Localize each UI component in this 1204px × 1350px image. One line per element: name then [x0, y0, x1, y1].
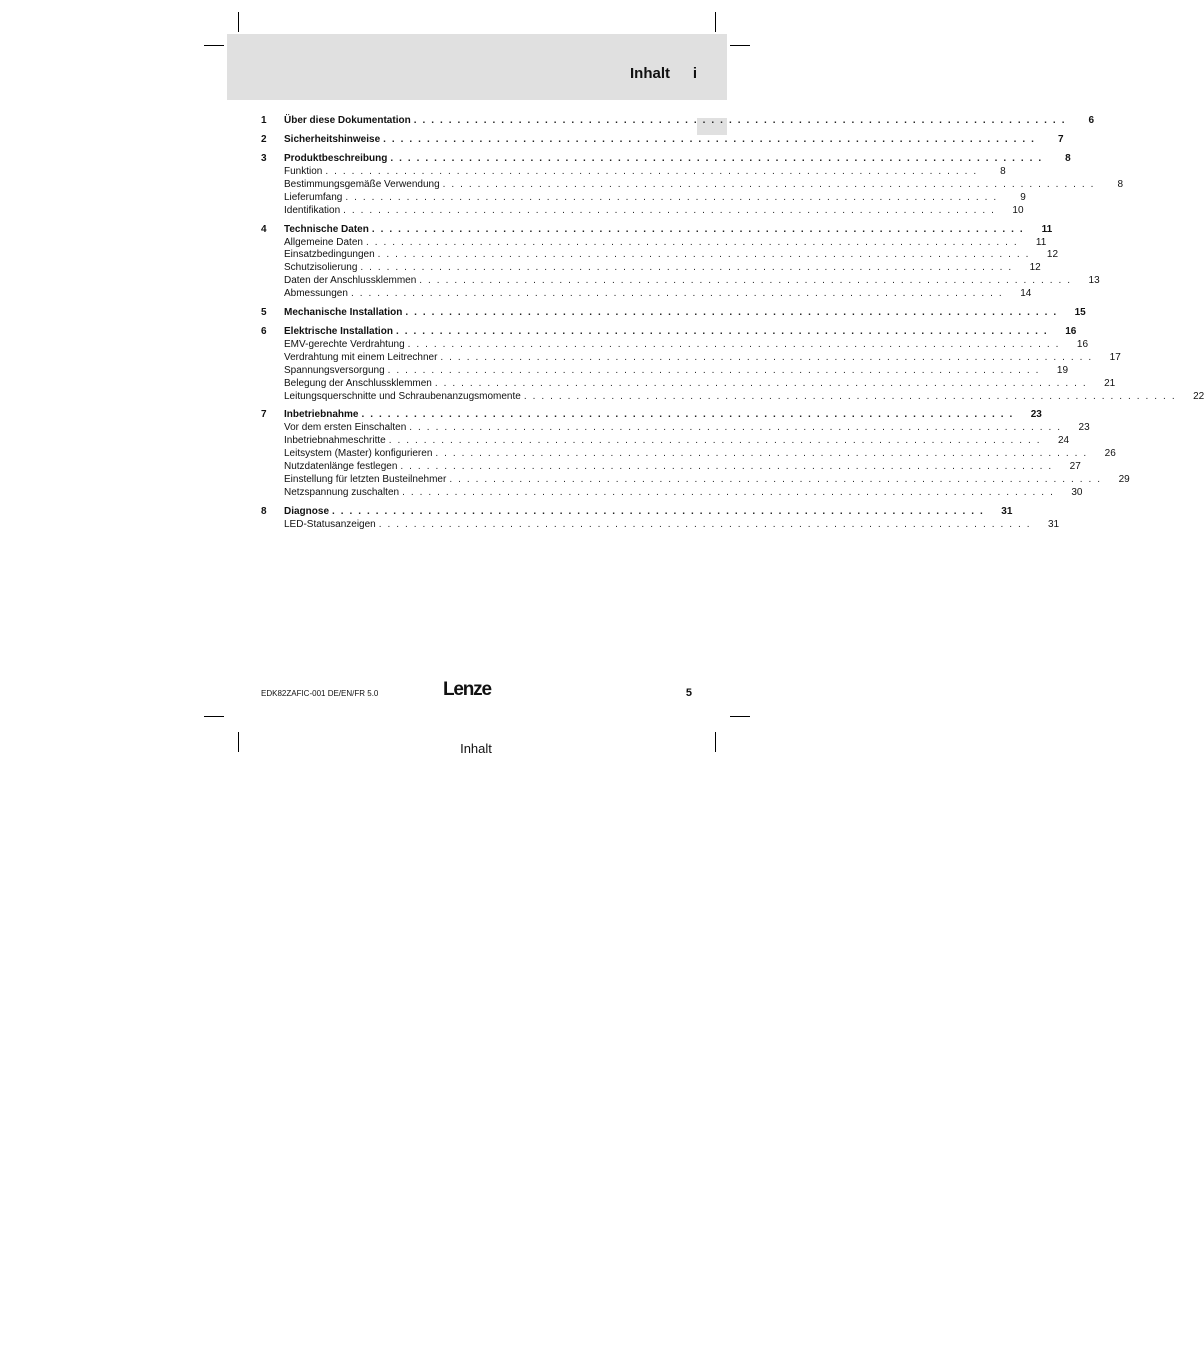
toc-entry[interactable] [260, 249, 1059, 262]
toc-chapter-title: Inbetriebnahme [284, 409, 359, 421]
toc-page-number: 16 [1076, 339, 1089, 351]
toc-leader-dots: . . . . . . . . . . . . . . . . . . . . . . . . . . . . . . . . . . . . . . . . . . . . . . . . . . . . . . . . . . . . . . . . . . . . . . . . . . . [345, 191, 998, 203]
toc-page-number: 12 [1029, 262, 1041, 274]
toc-chapter-title: Elektrische Installation [284, 326, 393, 338]
toc-chapter-number: 7 [261, 409, 267, 421]
toc-chapter-3 [260, 152, 1124, 218]
toc-chapter-number: 8 [261, 505, 267, 517]
toc-section-title: Leitsystem (Master) konfigurieren [284, 448, 433, 460]
toc-page-number: 24 [1057, 435, 1070, 447]
toc-page-number: 29 [1118, 474, 1130, 486]
toc-leader-dots: . . . . . . . . . . . . . . . . . . . . . . . . . . . . . . . . . . . . . . . . . . . . . . . . . . . . . . . . . . . . . . . . . . . . . . . . . . . [390, 153, 1043, 164]
toc-entry[interactable] [260, 191, 1026, 205]
toc-chapter-6 [260, 325, 1204, 403]
toc-entry[interactable] [260, 133, 1064, 147]
toc-entry[interactable] [260, 390, 1204, 404]
toc-section-title: Funktion [284, 166, 323, 177]
toc-section-title: Schutzisolierung [284, 262, 358, 274]
toc-entry[interactable] [260, 422, 1090, 435]
toc-leader-dots: . . . . . . . . . . . . . . . . . . . . . . . . . . . . . . . . . . . . . . . . . . . . . . . . . . . . . . . . . . . . . . . . . . . . . . . . . . . [343, 204, 996, 216]
toc-entry[interactable] [260, 505, 1013, 519]
toc-chapter-title: Diagnose [284, 505, 330, 517]
toc-entry[interactable] [260, 306, 1086, 320]
toc-section-title: Leitungsquerschnitte und Schraubenanzugsmomente [284, 390, 521, 402]
toc-page-number: 22 [1193, 390, 1204, 402]
toc-leader-dots: . . . . . . . . . . . . . . . . . . . . . . . . . . . . . . . . . . . . . . . . . . . . . . . . . . . . . . . . . . . . . . . . . . . . . . . . . . . [442, 178, 1096, 190]
toc-chapter-5 [260, 306, 1086, 320]
crop-mark-top-left-horizontal [204, 45, 224, 46]
toc-page-number: 31 [1047, 518, 1060, 530]
toc-leader-dots: . . . . . . . . . . . . . . . . . . . . . . . . . . . . . . . . . . . . . . . . . . . . . . . . . . . . . . . . . . . . . . . . . . . . . . . . . . . [402, 486, 1055, 498]
toc-page-number: 7 [1057, 134, 1064, 145]
toc-leader-dots: . . . . . . . . . . . . . . . . . . . . . . . . . . . . . . . . . . . . . . . . . . . . . . . . . . . . . . . . . . . . . . . . . . . . . . . . . . . [400, 461, 1053, 473]
toc-leader-dots: . . . . . . . . . . . . . . . . . . . . . . . . . . . . . . . . . . . . . . . . . . . . . . . . . . . . . . . . . . . . . . . . . . . . . . . . . . . [325, 166, 978, 177]
toc-leader-dots: . . . . . . . . . . . . . . . . . . . . . . . . . . . . . . . . . . . . . . . . . . . . . . . . . . . . . . . . . . . . . . . . . . . . . . . . . . . [440, 351, 1093, 363]
toc-section-title: Bestimmungsgemäße Verwendung [284, 178, 440, 190]
toc-leader-dots: . . . . . . . . . . . . . . . . . . . . . . . . . . . . . . . . . . . . . . . . . . . . . . . . . . . . . . . . . . . . . . . . . . . . . . . . . . . [332, 505, 985, 517]
toc-page-number: 15 [1074, 307, 1086, 319]
toc-page-number: 31 [1001, 505, 1013, 517]
toc-section-title: Verdrahtung mit einem Leitrechner [284, 351, 438, 363]
toc-section-title: Belegung der Anschlussklemmen [284, 377, 432, 389]
toc-page-number: 14 [1020, 288, 1032, 300]
toc-entry[interactable] [260, 114, 1095, 128]
toc-entry[interactable] [260, 152, 1071, 166]
chapter-symbol: i [692, 65, 698, 82]
toc-leader-dots: . . . . . . . . . . . . . . . . . . . . . . . . . . . . . . . . . . . . . . . . . . . . . . . . . . . . . . . . . . . . . . . . . . . . . . . . . . . [407, 339, 1061, 351]
crop-mark-top-right-vertical [715, 12, 716, 32]
toc-page-number: 16 [1065, 326, 1077, 338]
toc-entry[interactable] [260, 262, 1041, 275]
lenze-logo: Lenze [443, 679, 491, 700]
toc-leader-dots: . . . . . . . . . . . . . . . . . . . . . . . . . . . . . . . . . . . . . . . . . . . . . . . . . . . . . . . . . . . . . . . . . . . . . . . . . . . [449, 474, 1102, 486]
toc-page-number: 21 [1104, 377, 1116, 389]
toc-entry[interactable] [260, 518, 1060, 532]
toc-entry[interactable] [260, 486, 1083, 500]
toc-leader-dots: . . . . . . . . . . . . . . . . . . . . . . . . . . . . . . . . . . . . . . . . . . . . . . . . . . . . . . . . . . . . . . . . . . . . . . . . . . . [365, 236, 1019, 248]
toc-chapter-title: Mechanische Installation [284, 307, 403, 319]
footer-page-number: 5 [685, 687, 692, 699]
toc-section-title: Inbetriebnahmeschritte [284, 435, 386, 447]
toc-page-number: 23 [1078, 422, 1090, 434]
toc-entry[interactable] [260, 474, 1130, 487]
toc-chapter-title: Sicherheitshinweise [284, 134, 381, 145]
toc-leader-dots: . . . . . . . . . . . . . . . . . . . . . . . . . . . . . . . . . . . . . . . . . . . . . . . . . . . . . . . . . . . . . . . . . . . . . . . . . . . [383, 134, 1036, 145]
crop-mark-bottom-left-horizontal [204, 716, 224, 717]
toc-entry[interactable] [260, 364, 1069, 378]
toc-chapter-title: Über diese Dokumentation [284, 115, 411, 126]
toc-leader-dots: . . . . . . . . . . . . . . . . . . . . . . . . . . . . . . . . . . . . . . . . . . . . . . . . . . . . . . . . . . . . . . . . . . . . . . . . . . . [378, 518, 1032, 530]
toc-chapter-8 [260, 505, 1060, 532]
toc-leader-dots: . . . . . . . . . . . . . . . . . . . . . . . . . . . . . . . . . . . . . . . . . . . . . . . . . . . . . . . . . . . . . . . . . . . . . . . . . . . [419, 275, 1072, 287]
footer-document-id: EDK82ZAFIC-001 DE/EN/FR 5.0 [261, 689, 379, 698]
toc-entry[interactable] [260, 275, 1100, 288]
page-caption: Inhalt [460, 741, 492, 756]
toc-chapter-1 [260, 114, 1095, 128]
toc-chapter-number: 2 [261, 134, 267, 145]
toc-chapter-title: Technische Daten [284, 223, 369, 235]
crop-mark-bottom-right-horizontal [730, 716, 750, 717]
toc-entry[interactable] [260, 288, 1032, 301]
toc-section-title: Identifikation [284, 204, 341, 216]
toc-section-title: Vor dem ersten Einschalten [284, 422, 407, 434]
toc-entry[interactable] [260, 339, 1089, 352]
toc-section-title: Nutzdatenlänge festlegen [284, 461, 398, 473]
toc-chapter-2 [260, 133, 1064, 147]
toc-leader-dots: . . . . . . . . . . . . . . . . . . . . . . . . . . . . . . . . . . . . . . . . . . . . . . . . . . . . . . . . . . . . . . . . . . . . . . . . . . . [405, 307, 1058, 319]
toc-section-title: Netzspannung zuschalten [284, 486, 400, 498]
toc-section-title: LED-Statusanzeigen [284, 518, 376, 530]
toc-page-number: 9 [1020, 191, 1026, 203]
toc-page-number: 12 [1046, 249, 1059, 261]
toc-leader-dots: . . . . . . . . . . . . . . . . . . . . . . . . . . . . . . . . . . . . . . . . . . . . . . . . . . . . . . . . . . . . . . . . . . . . . . . . . . . [435, 448, 1088, 460]
toc-section-title: EMV-gerechte Verdrahtung [284, 339, 405, 351]
toc-leader-dots: . . . . . . . . . . . . . . . . . . . . . . . . . . . . . . . . . . . . . . . . . . . . . . . . . . . . . . . . . . . . . . . . . . . . . . . . . . . [371, 223, 1025, 235]
toc-entry[interactable] [260, 204, 1024, 218]
toc-leader-dots: . . . . . . . . . . . . . . . . . . . . . . . . . . . . . . . . . . . . . . . . . . . . . . . . . . . . . . . . . . . . . . . . . . . . . . . . . . . [377, 249, 1031, 261]
toc-section-title: Einstellung für letzten Busteilnehmer [284, 474, 447, 486]
toc-page-number: 27 [1069, 461, 1081, 473]
toc-entry[interactable] [260, 448, 1116, 461]
crop-mark-bottom-left-vertical [238, 732, 239, 752]
toc-leader-dots: . . . . . . . . . . . . . . . . . . . . . . . . . . . . . . . . . . . . . . . . . . . . . . . . . . . . . . . . . . . . . . . . . . . . . . . . . . . [413, 115, 1067, 126]
toc-leader-dots: . . . . . . . . . . . . . . . . . . . . . . . . . . . . . . . . . . . . . . . . . . . . . . . . . . . . . . . . . . . . . . . . . . . . . . . . . . . [434, 377, 1088, 389]
toc-entry[interactable] [260, 178, 1124, 192]
toc-page-number: 8 [1117, 178, 1124, 190]
toc-section-title: Daten der Anschlussklemmen [284, 275, 417, 287]
toc-page-number: 10 [1012, 204, 1024, 216]
toc-chapter-number: 3 [261, 153, 267, 164]
toc-page-number: 30 [1071, 486, 1083, 498]
toc-entry[interactable] [260, 377, 1116, 391]
toc-entry[interactable] [260, 435, 1070, 448]
toc-page-number: 11 [1041, 223, 1053, 235]
toc-entry[interactable] [260, 236, 1047, 250]
toc-page-number: 26 [1104, 448, 1116, 460]
toc-chapter-number: 6 [261, 326, 267, 338]
toc-leader-dots: . . . . . . . . . . . . . . . . . . . . . . . . . . . . . . . . . . . . . . . . . . . . . . . . . . . . . . . . . . . . . . . . . . . . . . . . . . . [361, 409, 1014, 421]
crop-mark-bottom-right-vertical [715, 732, 716, 752]
toc-entry[interactable] [260, 351, 1121, 365]
toc-entry[interactable] [260, 325, 1077, 339]
toc-chapter-number: 4 [261, 223, 267, 235]
crop-mark-top-left-vertical [238, 12, 239, 32]
toc-entry[interactable] [260, 166, 1006, 179]
toc-section-title: Allgemeine Daten [284, 236, 363, 248]
toc-leader-dots: . . . . . . . . . . . . . . . . . . . . . . . . . . . . . . . . . . . . . . . . . . . . . . . . . . . . . . . . . . . . . . . . . . . . . . . . . . . [395, 326, 1049, 338]
toc-leader-dots: . . . . . . . . . . . . . . . . . . . . . . . . . . . . . . . . . . . . . . . . . . . . . . . . . . . . . . . . . . . . . . . . . . . . . . . . . . . [387, 364, 1041, 376]
toc-chapter-4 [260, 223, 1100, 301]
toc-page-number: 17 [1109, 351, 1121, 363]
toc-section-title: Lieferumfang [284, 191, 343, 203]
toc-leader-dots: . . . . . . . . . . . . . . . . . . . . . . . . . . . . . . . . . . . . . . . . . . . . . . . . . . . . . . . . . . . . . . . . . . . . . . . . . . . [360, 262, 1013, 274]
toc-entry[interactable] [260, 223, 1053, 237]
toc-leader-dots: . . . . . . . . . . . . . . . . . . . . . . . . . . . . . . . . . . . . . . . . . . . . . . . . . . . . . . . . . . . . . . . . . . . . . . . . . . . [388, 435, 1042, 447]
toc-chapter-number: 5 [261, 307, 267, 319]
toc-leader-dots: . . . . . . . . . . . . . . . . . . . . . . . . . . . . . . . . . . . . . . . . . . . . . . . . . . . . . . . . . . . . . . . . . . . . . . . . . . . [409, 422, 1062, 434]
toc-chapter-7 [260, 408, 1130, 499]
table-of-contents [260, 114, 1204, 532]
toc-page-number: 6 [1088, 115, 1095, 126]
toc-section-title: Spannungsversorgung [284, 364, 385, 376]
toc-entry[interactable] [260, 461, 1081, 474]
toc-chapter-number: 1 [261, 115, 267, 126]
toc-page-number: 11 [1035, 236, 1047, 248]
toc-page-number: 8 [1065, 153, 1071, 164]
toc-section-title: Abmessungen [284, 288, 348, 300]
crop-mark-top-right-horizontal [730, 45, 750, 46]
toc-entry[interactable] [260, 408, 1042, 422]
toc-page-number: 8 [1000, 166, 1006, 177]
toc-page-number: 19 [1056, 364, 1069, 376]
toc-page-number: 23 [1030, 409, 1042, 421]
toc-chapter-title: Produktbeschreibung [284, 153, 388, 164]
toc-page-number: 13 [1088, 275, 1100, 287]
toc-leader-dots: . . . . . . . . . . . . . . . . . . . . . . . . . . . . . . . . . . . . . . . . . . . . . . . . . . . . . . . . . . . . . . . . . . . . . . . . . . . [350, 288, 1004, 300]
page-title: Inhalt [630, 65, 670, 82]
toc-leader-dots: . . . . . . . . . . . . . . . . . . . . . . . . . . . . . . . . . . . . . . . . . . . . . . . . . . . . . . . . . . . . . . . . . . . . . . . . . . . [523, 390, 1177, 402]
toc-section-title: Einsatzbedingungen [284, 249, 375, 261]
